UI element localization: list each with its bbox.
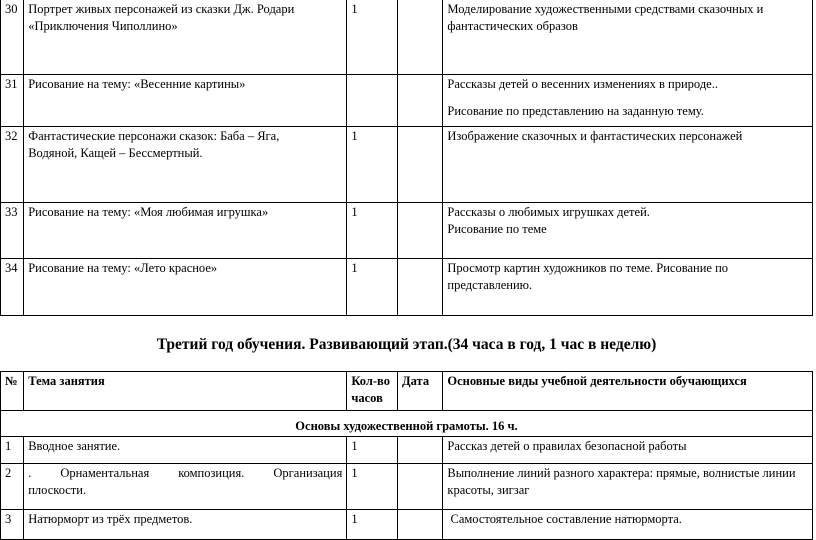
date-cell [398,464,443,510]
hours-cell [347,75,398,127]
table-row [1,259,813,316]
table-row [1,75,813,127]
date-cell [398,203,443,259]
row-number: 3 [1,510,24,540]
activity-cell: Самостоятельное составление натюрморта. [443,510,813,540]
hours-cell: 1 [347,0,398,75]
topic-line: Водяной, Кащей – Бессмертный. [28,146,203,160]
topic-line: Фантастические персонажи сказок: Баба – Яга, [28,129,280,143]
topic-line: . Орнаментальная композиция. Организация [28,466,343,480]
activity-line: Рассказы о любимых игрушках детей. [447,205,650,219]
section-row [1,411,813,437]
activity-cell: Выполнение линий разного характера: прямые, волнистые линии красоты, зигзаг [443,464,813,510]
lesson-topic: Рисование на тему: «Лето красное» [24,259,347,316]
table-row [1,203,813,259]
row-number: 2 [1,464,24,510]
hours-header-line: Кол-во [351,374,390,388]
row-number: 32 [1,127,24,203]
lesson-topic: Портрет живых персонажей из сказки Дж. Родари «Приключения Чиполлино» [24,0,347,75]
activity-cell: Изображение сказочных и фантастических персонажей [443,127,813,203]
hours-cell: 1 [347,510,398,540]
row-number: 1 [1,437,24,464]
column-header-topic: Тема занятия [24,372,347,411]
hours-header-line: часов [351,391,383,405]
table-header-row [1,372,813,411]
column-header-hours [347,372,398,411]
program-table-year3 [0,371,813,540]
row-number: 34 [1,259,24,316]
activity-cell: Просмотр картин художников по теме. Рисование по представлению. [443,259,813,316]
date-cell [398,259,443,316]
hours-cell: 1 [347,464,398,510]
lesson-topic: Рисование на тему: «Моя любимая игрушка» [24,203,347,259]
row-number: 30 [1,0,24,75]
row-number: 33 [1,203,24,259]
column-header-activity: Основные виды учебной деятельности обучающихся [443,372,813,411]
lesson-topic: Натюрморт из трёх предметов. [24,510,347,540]
activity-line: Рисование по представлению на заданную тему. [447,104,704,118]
activity-cell [443,75,813,127]
table-row [1,510,813,540]
section-heading: Третий год обучения. Развивающий этап.(34 часа в год, 1 час в неделю) [156,336,657,353]
column-header-date: Дата [398,372,443,411]
hours-cell: 1 [347,203,398,259]
section-title: Основы художественной грамоты. 16 ч. [1,411,813,437]
date-cell [398,437,443,464]
hours-cell: 1 [347,437,398,464]
date-cell [398,0,443,75]
topic-line: плоскости. [28,483,87,497]
column-header-number: № [1,372,24,411]
activity-line: Рассказы детей о весенних изменениях в природе.. [447,77,718,91]
table-row [1,437,813,464]
row-number: 31 [1,75,24,127]
lesson-topic: Рисование на тему: «Весенние картины» [24,75,347,127]
activity-cell [443,203,813,259]
table-row [1,0,813,75]
table-row [1,127,813,203]
hours-cell: 1 [347,259,398,316]
lesson-topic [24,464,347,510]
table-row [1,464,813,510]
lesson-topic [24,127,347,203]
date-cell [398,127,443,203]
hours-cell: 1 [347,127,398,203]
activity-cell: Моделирование художественными средствами сказочных и фантастических образов [443,0,813,75]
date-cell [398,75,443,127]
activity-cell: Рассказ детей о правилах безопасной работы [443,437,813,464]
lesson-topic: Вводное занятие. [24,437,347,464]
date-cell [398,510,443,540]
activity-line: Рисование по теме [447,222,547,236]
